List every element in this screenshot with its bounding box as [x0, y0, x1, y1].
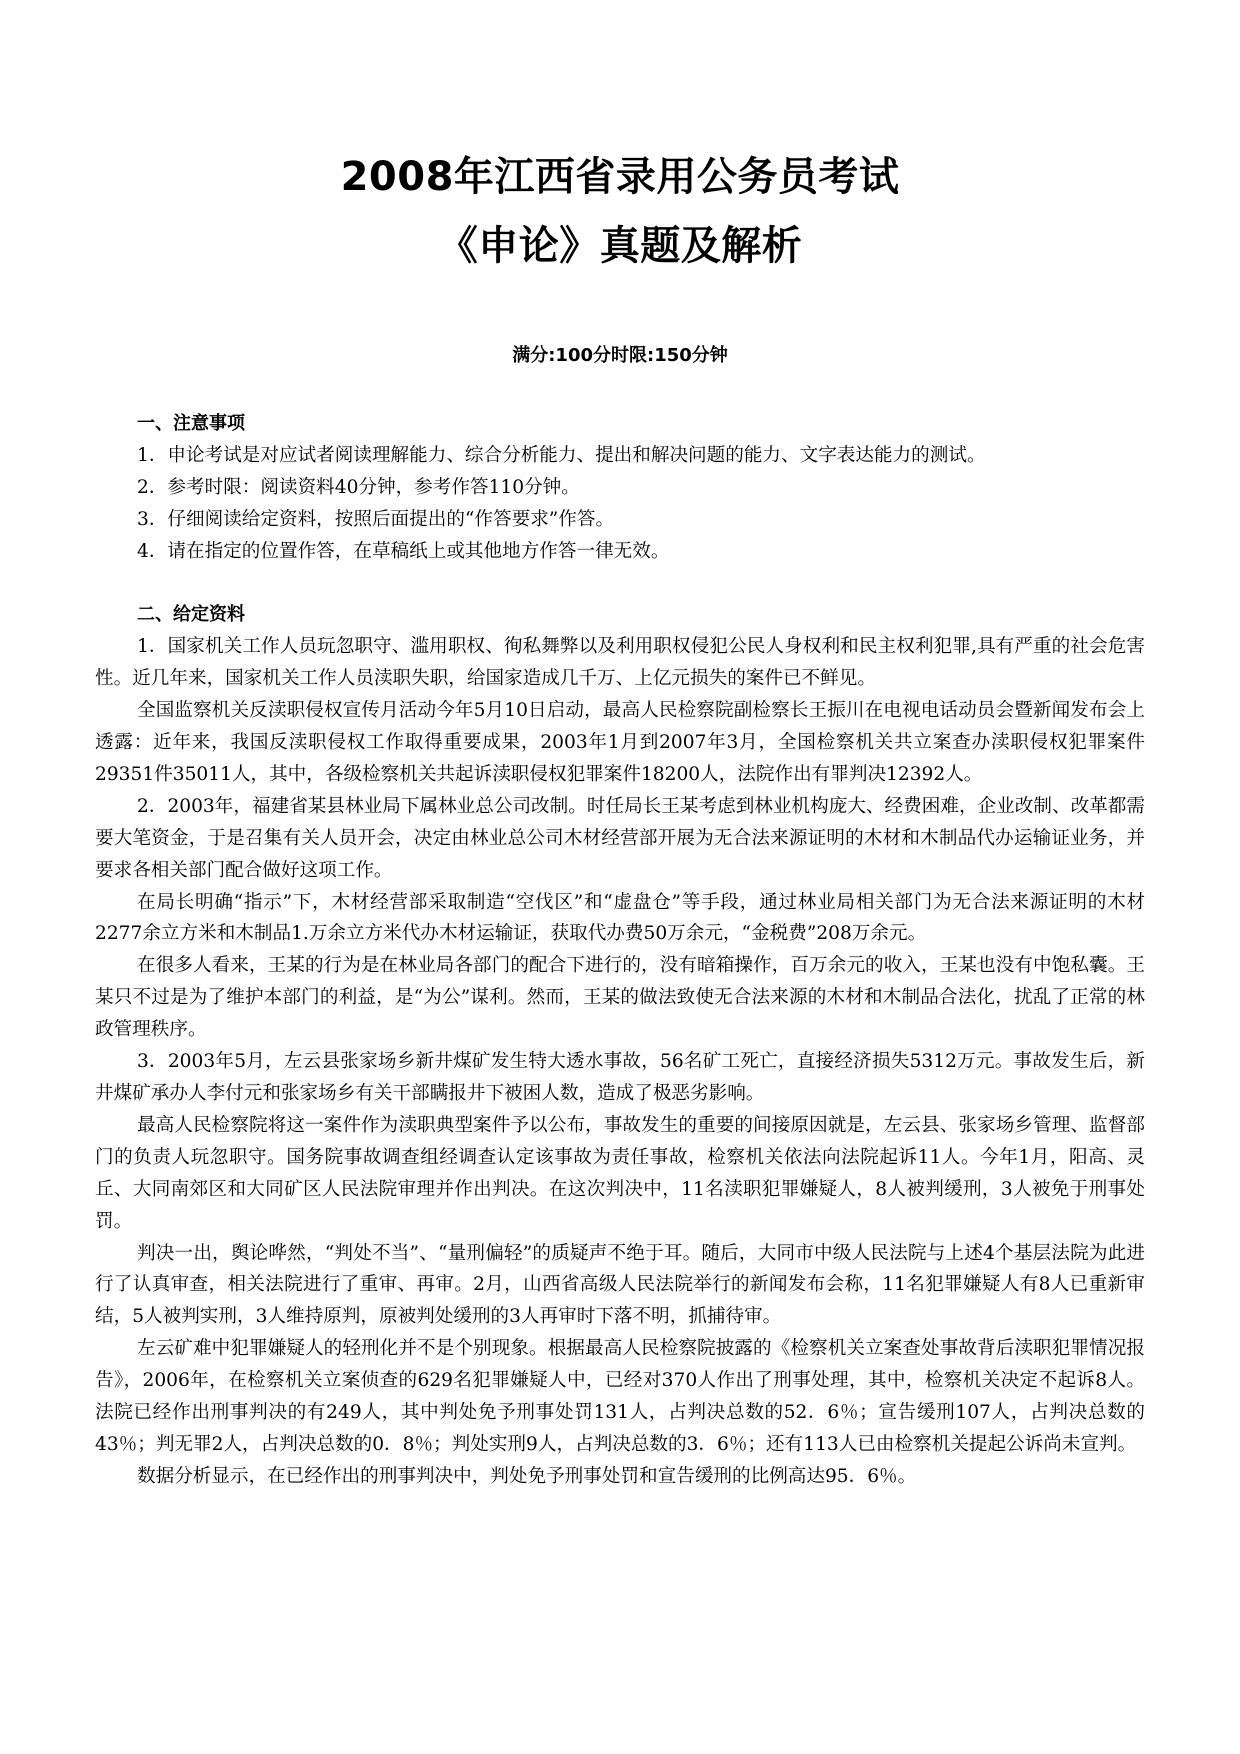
material-paragraph-3: 2．2003年，福建省某县林业局下属林业总公司改制。时任局长王某考虑到林业机构庞大、经费困难，企业改制、改革都需要大笔资金，于是召集有关人员开会，决定由林业总公司木材经营部开展为无合法来源证明的木材和木制品代办运输证业务，并要求各相关部门配合做好这项工作。	[95, 795, 1145, 881]
exam-score-time-limit: 满分:100分时限:150分钟	[512, 345, 728, 366]
document-title-line-2: 《申论》真题及解析	[437, 223, 803, 269]
note-item-3: 3．仔细阅读给定资料，按照后面提出的“作答要求”作答。	[137, 508, 615, 530]
material-paragraph-10: 数据分析显示，在已经作出的刑事判决中，判处免予刑事处罚和宣告缓刑的比例高达95．6％。	[137, 1465, 917, 1487]
material-paragraph-6: 3．2003年5月，左云县张家场乡新井煤矿发生特大透水事故，56名矿工死亡，直接经济损失5312万元。事故发生后，新井煤矿承办人李付元和张家场乡有关干部瞒报井下被困人数，造成了极恶劣影响。	[95, 1051, 1145, 1105]
material-paragraph-5: 在很多人看来，王某的行为是在林业局各部门的配合下进行的，没有暗箱操作，百万余元的收入，王某也没有中饱私囊。王某只不过是为了维护本部门的利益，是“为公”谋利。然而，王某的做法致使无合法来源的木材和木制品合法化，扰乱了正常的林政管理秩序。	[95, 955, 1145, 1041]
material-paragraph-1: 1．国家机关工作人员玩忽职守、滥用职权、徇私舞弊以及利用职权侵犯公民人身权利和民主权利犯罪,具有严重的社会危害性。近几年来，国家机关工作人员渎职失职，给国家造成几千万、上亿元损失的案件已不鲜见。	[95, 636, 1145, 690]
document-body	[95, 408, 1145, 1493]
section-spacer	[95, 568, 1145, 600]
material-paragraph-4: 在局长明确“指示”下，木材经营部采取制造“空伐区”和“虚盘仓”等手段，通过林业局相关部门为无合法来源证明的木材2277余立方米和木制品1.万余立方米代办木材运输证，获取代办费50万余元，“金税费”208万余元。	[95, 891, 1145, 945]
material-paragraph-8: 判决一出，舆论哗然，“判处不当”、“量刑偏轻”的质疑声不绝于耳。随后，大同市中级人民法院与上述4个基层法院为此进行了认真审查，相关法院进行了重审、再审。2月，山西省高级人民法院举行的新闻发布会称，11名犯罪嫌疑人有8人已重新审结，5人被判实刑，3人维持原判，原被判处缓刑的3人再审时下落不明，抓捕待审。	[95, 1242, 1145, 1328]
section-heading-materials: 二、给定资料	[137, 604, 245, 626]
material-paragraph-7: 最高人民检察院将这一案件作为渎职典型案件予以公布，事故发生的重要的间接原因就是，左云县、张家场乡管理、监督部门的负责人玩忽职守。国务院事故调查组经调查认定该事故为责任事故，检察机关依法向法院起诉11人。今年1月，阳高、灵丘、大同南郊区和大同矿区人民法院审理并作出判决。在这次判决中，11名渎职犯罪嫌疑人，8人被判缓刑，3人被免于刑事处罚。	[95, 1114, 1145, 1232]
note-item-4: 4．请在指定的位置作答，在草稿纸上或其他地方作答一律无效。	[137, 540, 670, 562]
note-item-1: 1．申论考试是对应试者阅读理解能力、综合分析能力、提出和解决问题的能力、文字表达能力的测试。	[137, 444, 986, 466]
note-item-2: 2．参考时限：阅读资料40分钟，参考作答110分钟。	[137, 476, 580, 498]
material-paragraph-2: 全国监察机关反渎职侵权宣传月活动今年5月10日启动，最高人民检察院副检察长王振川在电视电话动员会暨新闻发布会上透露：近年来，我国反渎职侵权工作取得重要成果，2003年1月到2007年3月，全国检察机关共立案查办渎职侵权犯罪案件29351件35011人，其中，各级检察机关共起诉渎职侵权犯罪案件18200人，法院作出有罪判决12392人。	[95, 700, 1145, 785]
section-heading-notes: 一、注意事项	[137, 413, 245, 434]
material-paragraph-9: 左云矿难中犯罪嫌疑人的轻刑化并不是个别现象。根据最高人民检察院披露的《检察机关立案查处事故背后渎职犯罪情况报告》，2006年，在检察机关立案侦查的629名犯罪嫌疑人中，已经对370人作出了刑事处理，其中，检察机关决定不起诉8人。法院已经作出刑事判决的有249人，其中判处免予刑事处罚131人，占判决总数的52．6％；宣告缓刑107人，占判决总数的43％；判无罪2人，占判决总数的0．8％；判处实刑9人，占判决总数的3．6％；还有113人已由检察机关提起公诉尚未宣判。	[95, 1338, 1145, 1455]
document-title-line-1: 2008年江西省录用公务员考试	[340, 154, 900, 200]
